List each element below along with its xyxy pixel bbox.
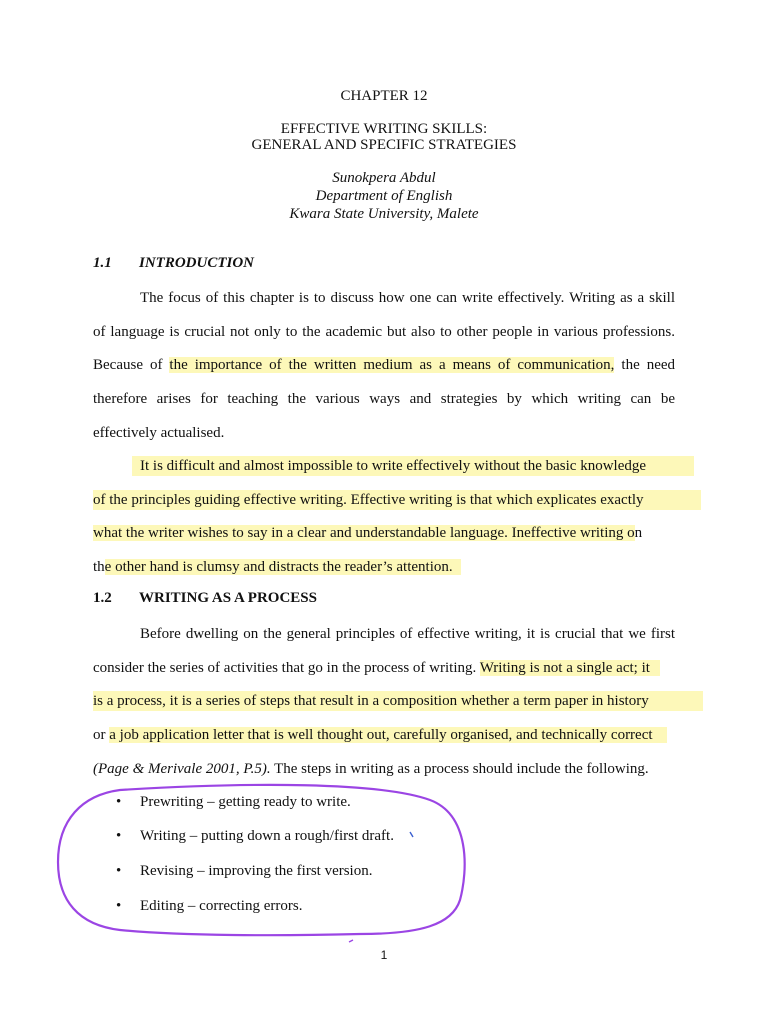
intro-p1-line1: The focus of this chapter is to discuss how one can write effectively. Writing as a skill — [140, 290, 675, 306]
section-number: 1.2 — [93, 590, 112, 606]
annotation-loop-path — [58, 785, 465, 935]
text-segment: The steps in writing as a process should include the following. — [270, 761, 649, 777]
list-item-text: Writing – putting down a rough/first draft. — [140, 828, 394, 844]
text-segment: or — [93, 727, 110, 743]
page-number: 1 — [380, 948, 388, 962]
author-department: Department of English — [315, 188, 453, 204]
highlighted-text: of the principles guiding effective writing. Effective writing is that which explicates exactly — [93, 490, 701, 510]
chapter-label: CHAPTER 12 — [340, 88, 428, 104]
pen-mark — [349, 940, 353, 942]
list-item-text: Revising – improving the first version. — [140, 863, 373, 879]
highlighted-text: what the writer wishes to say in a clear and understandable language. Ineffective writing o — [93, 525, 635, 541]
bullet-icon: • — [116, 828, 122, 844]
list-item-text: Prewriting – getting ready to write. — [140, 794, 351, 810]
process-p1-line1: Before dwelling on the general principles of effective writing, it is crucial that we first — [140, 626, 675, 642]
citation: (Page & Merivale 2001, P.5). — [93, 761, 271, 777]
title-line-2: GENERAL AND SPECIFIC STRATEGIES — [251, 137, 517, 153]
intro-p1-line4: therefore arises for teaching the various ways and strategies by which writing can be — [93, 391, 675, 407]
title-line-1: EFFECTIVE WRITING SKILLS: — [280, 121, 488, 137]
text-segment: th — [93, 559, 105, 575]
text-segment: consider the series of activities that go in the process of writing. — [93, 660, 480, 676]
text-segment: n — [634, 525, 643, 541]
highlighted-text: the importance of the written medium as a means of communication, — [169, 357, 615, 373]
highlighted-text: Writing is not a single act; it — [480, 660, 660, 676]
bullet-icon: • — [116, 794, 122, 810]
pen-mark — [410, 832, 413, 837]
bullet-icon: • — [116, 898, 122, 914]
intro-p1-line5: effectively actualised. — [93, 425, 225, 441]
section-title: INTRODUCTION — [139, 255, 255, 271]
author-university: Kwara State University, Malete — [289, 206, 479, 222]
highlighted-text: e other hand is clumsy and distracts the reader’s attention. — [105, 559, 461, 575]
text-segment: Because of — [93, 357, 170, 373]
author-name: Sunokpera Abdul — [332, 170, 436, 186]
section-number: 1.1 — [93, 255, 112, 271]
bullet-icon: • — [116, 863, 122, 879]
highlighted-text: is a process, it is a series of steps that result in a composition whether a term paper in history — [93, 691, 703, 711]
highlighted-text: a job application letter that is well thought out, carefully organised, and technically correct — [109, 727, 666, 743]
text-segment: the need — [614, 357, 676, 373]
list-item-text: Editing – correcting errors. — [140, 898, 303, 914]
section-title: WRITING AS A PROCESS — [139, 590, 317, 606]
highlighted-text: It is difficult and almost impossible to write effectively without the basic knowledge — [132, 456, 694, 476]
intro-p1-line2: of language is crucial not only to the academic but also to other people in various professions. — [93, 324, 675, 340]
